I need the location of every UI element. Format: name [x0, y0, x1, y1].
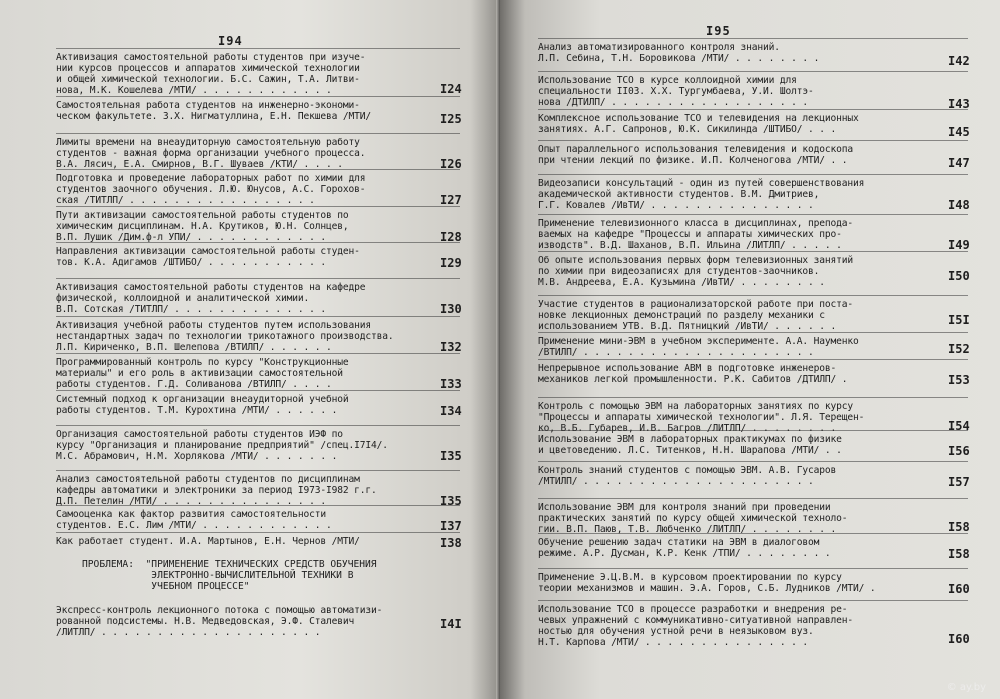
entry-separator — [538, 359, 968, 360]
page-number: I95 — [706, 24, 731, 38]
entry-separator — [538, 140, 968, 141]
toc-entry-page: I26 — [440, 157, 462, 171]
entry-separator — [56, 169, 460, 170]
toc-entry-page: I35 — [440, 449, 462, 463]
entry-separator — [56, 278, 460, 279]
entry-separator — [56, 353, 460, 354]
toc-entry-text: Участие студентов в рационализаторской работе при поста- новке лекционных демонстраций по разделу механики с использованием УТВ. В.Д. Пятницкий /ИвТИ/ . . . . . . — [538, 299, 854, 332]
toc-entry-page: I24 — [440, 82, 462, 96]
entry-separator — [538, 498, 968, 499]
toc-entry-page: I28 — [440, 230, 462, 244]
toc-entry-page: I58 — [948, 547, 970, 561]
toc-entry-text: Пути активизации самостоятельной работы студентов по химическим дисциплинам. Н.А. Крутиков, Ю.Н. Солнцев, В.П. Лушик /Дим.ф-л УПИ/ . . . . . . . . . . . . — [56, 210, 349, 243]
toc-entry-page: I60 — [948, 632, 970, 646]
toc-entry-page: I29 — [440, 256, 462, 270]
toc-entry-text: Использование ЭВМ для контроля знаний при проведении практических занятий по курсу общей химической техноло- гии. В.П. Паюв, Т.В. Любченко /ЛИТЛП/ . . . . . . . . — [538, 502, 848, 535]
entry-separator — [538, 251, 968, 252]
entry-separator — [538, 38, 968, 39]
toc-entry-page: I56 — [948, 444, 970, 458]
entry-separator — [56, 390, 460, 391]
toc-entry-text: Видеозаписи консультаций - один из путей совершенствования академической активности студентов. В.М. Дмитриев, Г.Г. Ковалев /ИвТИ/ . . . . . . . . . . . . . . . — [538, 178, 865, 211]
toc-entry-text: Активизация самостоятельной работы студентов при изуче- нии курсов процессов и аппаратов химической технологии и общей химической технологии. Б.С. Сажин, Т.А. Литви- нова, М.К. Кошелева /МТИ/ . . . . . . . . . . . . — [56, 52, 366, 96]
problem-heading: ПРОБЛЕМА: "ПРИМЕНЕНИЕ ТЕХНИЧЕСКИХ СРЕДСТВ ОБУЧЕНИЯ ЭЛЕКТРОННО-ВЫЧИСЛИТЕЛЬНОЙ ТЕХНИКИ В УЧЕБНОМ ПРОЦЕССЕ" — [82, 559, 377, 592]
entry-separator — [56, 242, 460, 243]
toc-entry-text: Опыт параллельного использования телевидения и кодоскопа при чтении лекций по физике. И.П. Колченогова /МТИ/ . . — [538, 144, 854, 166]
entry-separator — [56, 470, 460, 471]
entry-separator — [56, 48, 460, 49]
toc-entry-page: I57 — [948, 475, 970, 489]
toc-entry-page: I38 — [440, 536, 462, 550]
toc-entry-page: I45 — [948, 125, 970, 139]
toc-entry-text: Самостоятельная работа студентов на инженерно-экономи- ческом факультете. З.Х. Нигматуллина, Е.Н. Пекшева /МТИ/ — [56, 100, 372, 122]
toc-entry-page: I49 — [948, 238, 970, 252]
entry-separator — [56, 96, 460, 97]
entry-separator — [56, 206, 460, 207]
entry-separator — [538, 332, 968, 333]
toc-entry-text: Системный подход к организации внеаудиторной учебной работы студентов. Т.М. Курохтина /МТИ/ . . . . . . — [56, 394, 349, 416]
toc-entry-page: I32 — [440, 340, 462, 354]
entry-separator — [538, 295, 968, 296]
toc-entry-text: Самооценка как фактор развития самостоятельности студентов. Е.С. Лим /МТИ/ . . . . . . . . . . . . — [56, 509, 332, 531]
toc-entry-text: Анализ самостоятельной работы студентов по дисциплинам кафедры автоматики и электроники за период I973-I982 г.г. Д.П. Петелин /МТИ/ . . . . . . . . . . . . . . . — [56, 474, 377, 507]
toc-entry-page: I60 — [948, 582, 970, 596]
toc-entry-text: Подготовка и проведение лабораторных работ по химии для студентов заочного обучения. Л.Ю. Юнусов, А.С. Горохов- ская /ТИТЛП/ . . . . . . . . . . . . . . . . . — [56, 173, 366, 206]
toc-entry-page: I33 — [440, 377, 462, 391]
toc-entry-text: Активизация учебной работы студентов путем использования нестандартных задач по технологии трикотажного производства. Л.П. Кириченко, В.П. Шелепова /ВТИЛП/ . . . . . . — [56, 320, 394, 353]
toc-entry-page: I52 — [948, 342, 970, 356]
toc-entry-text: Контроль с помощью ЭВМ на лабораторных занятиях по курсу "Процессы и аппараты химической технологии". Л.Я. Терещен- ко, В.Б. Губарев, И.В. Багров /ЛИТЛП/ . . . . . . . . — [538, 401, 865, 434]
toc-entry-text: Направления активизации самостоятельной работы студен- тов. К.А. Адигамов /ШТИБО/ . . . . . . . . . . . — [56, 246, 360, 268]
toc-entry-text: Анализ автоматизированного контроля знаний. Л.П. Себина, Т.Н. Боровикова /МТИ/ . . . . . . . . — [538, 42, 820, 64]
entry-separator — [538, 600, 968, 601]
toc-entry-page: I50 — [948, 269, 970, 283]
toc-entry-text: Об опыте использования первых форм телевизионных занятий по химии при видеозаписях для студентов-заочников. М.В. Андреева, Е.А. Кузьмина /ИвТИ/ . . . . . . . . — [538, 255, 854, 288]
entry-separator — [538, 214, 968, 215]
entry-separator — [538, 461, 968, 462]
entry-separator — [56, 425, 460, 426]
toc-entry-text: Активизация самостоятельной работы студентов на кафедре физической, коллоидной и аналитической химии. В.П. Сотская /ТИТЛП/ . . . . . . . . . . . . . . — [56, 282, 366, 315]
toc-entry-page: I25 — [440, 112, 462, 126]
entry-separator — [538, 109, 968, 110]
entry-separator — [56, 133, 460, 134]
toc-entry-text: Использование ЭВМ в лабораторных практикумах по физике и цветоведению. Л.С. Титенков, Н.Н. Шарапова /МТИ/ . . — [538, 434, 842, 456]
entry-separator — [538, 397, 968, 398]
toc-entry-text: Применение Э.Ц.В.М. в курсовом проектировании по курсу теории механизмов и машин. Э.А. Горов, С.Б. Лудников /МТИ/ . — [538, 572, 876, 594]
toc-entry-page: I27 — [440, 193, 462, 207]
entry-separator — [538, 568, 968, 569]
toc-entry-page: I54 — [948, 419, 970, 433]
toc-entry-page: I5I — [948, 313, 970, 327]
entry-separator — [538, 174, 968, 175]
right-page — [500, 0, 1000, 699]
toc-entry-page: I48 — [948, 198, 970, 212]
toc-entry-page: I53 — [948, 373, 970, 387]
toc-entry-text: Комплексное использование ТСО и телевидения на лекционных занятиях. А.Г. Сапронов, Ю.К. Сикилинда /ШТИБО/ . . . — [538, 113, 859, 135]
toc-entry-page: I35 — [440, 494, 462, 508]
toc-entry-text: Обучение решению задач статики на ЭВМ в диалоговом режиме. А.Р. Дусман, К.Р. Кенк /ТПИ/ . . . . . . . . — [538, 537, 831, 559]
watermark: © ay.by — [946, 682, 986, 693]
entry-separator — [538, 533, 968, 534]
toc-entry-text: Контроль знаний студентов с помощью ЭВМ. А.В. Гусаров /МТИЛП/ . . . . . . . . . . . . . . . . . . . . . — [538, 465, 837, 487]
toc-entry-page: I37 — [440, 519, 462, 533]
toc-entry-page: I58 — [948, 520, 970, 534]
entry-separator — [538, 430, 968, 431]
toc-entry-page: I47 — [948, 156, 970, 170]
toc-entry-text: Непрерывное использование АВМ в подготовке инженеров- механиков легкой промышленности. Р.К. Сабитов /ДТИЛП/ . — [538, 363, 848, 385]
toc-entry-text: Программированный контроль по курсу "Конструкционные материалы" и его роль в активизации самостоятельной работы студентов. Г.Д. Соливанова /ВТИЛП/ . . . . — [56, 357, 349, 390]
toc-entry-text: Использование ТСО в процессе разработки и внедрения ре- чевых упражнений с коммуникативно-ситуативной направлен- ностью для обучения устной речи в неязыковом вуз. Н.Т. Карпова /МТИ/ . . . . . . . . . . . . . . . — [538, 604, 854, 648]
toc-entry-text: Организация самостоятельной работы студентов ИЭФ по курсу "Организация и планирование предприятий" /спец.I7I4/. М.С. Абрамович, Н.М. Хорлякова /МТИ/ . . . . . . . — [56, 429, 388, 462]
toc-entry-page: I4I — [440, 617, 462, 631]
entry-separator — [56, 532, 460, 533]
toc-entry-text: Применение телевизионного класса в дисциплинах, препода- ваемых на кафедре "Процессы и аппараты химических про- изводств". В.Д. Шаханов, В.П. Ильина /ЛИТЛП/ . . . . . — [538, 218, 854, 251]
toc-entry-text: Применение мини-ЭВМ в учебном эксперименте. А.А. Науменко /ВТИЛП/ . . . . . . . . . . . . . . . . . . . . . — [538, 336, 859, 358]
toc-entry-text: Как работает студент. И.А. Мартынов, Е.Н. Чернов /МТИ/ — [56, 536, 360, 547]
toc-entry-text: Использование ТСО в курсе коллоидной химии для специальности II03. Х.Х. Тургумбаева, У.И. Шолтэ- нова /ДТИЛП/ . . . . . . . . . . . . . . . . . . — [538, 75, 814, 108]
toc-entry-page: I30 — [440, 302, 462, 316]
toc-entry-page: I34 — [440, 404, 462, 418]
entry-separator — [538, 71, 968, 72]
entry-separator — [56, 316, 460, 317]
toc-entry-page: I42 — [948, 54, 970, 68]
toc-entry-text: Лимиты времени на внеаудиторную самостоятельную работу студентов - важная форма организации учебного процесса. В.А. Лясич, Е.А. Смирнов, В.Г. Шуваев /КТИ/ . . . . — [56, 137, 366, 170]
toc-entry-page: I43 — [948, 97, 970, 111]
toc-entry-text: Экспресс-контроль лекционного потока с помощью автоматизи- рованной подсистемы. Н.В. Медведовская, Э.Ф. Сталевич /ЛИТЛП/ . . . . . . . . . . . . . . . . . . . . — [56, 605, 383, 638]
entry-separator — [56, 505, 460, 506]
page-number: I94 — [218, 34, 243, 48]
